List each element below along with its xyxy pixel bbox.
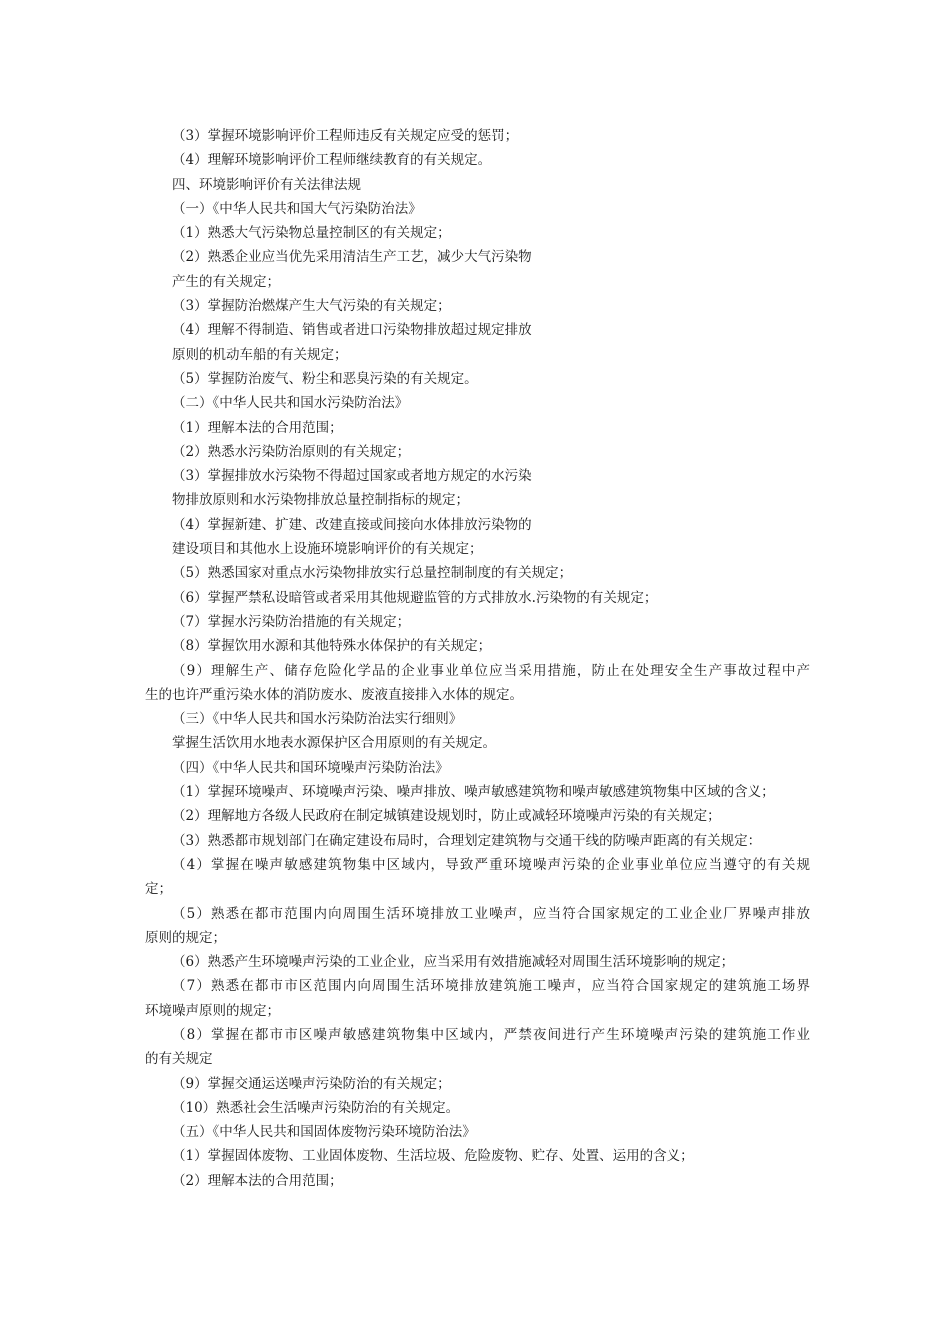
text-line: 物排放原则和水污染物排放总量控制指标的规定； [172,492,469,509]
text-line: （4）掌握新建、扩建、改建直接或间接向水体排放污染物的 [172,516,532,533]
text-line: 环境噪声原则的规定； [145,1002,280,1019]
text-line: （2）熟悉水污染防治原则的有关规定； [172,443,411,460]
text-line: （7）掌握水污染防治措施的有关规定； [172,613,411,630]
text-line: （1）掌握环境噪声、环境噪声污染、噪声排放、噪声敏感建筑物和噪声敏感建筑物集中区域的含义； [172,784,775,801]
text-line: 定； [145,881,172,898]
section-heading: 四、环境影响评价有关法律法规 [172,176,361,193]
law-heading: （五）《中华人民共和国固体废物污染环境防治法》 [172,1124,476,1141]
text-line: （10）熟悉社会生活噪声污染防治的有关规定。 [172,1099,460,1116]
text-line: （9）掌握交通运送噪声污染防治的有关规定； [172,1075,451,1092]
text-line: （5）熟悉国家对重点水污染物排放实行总量控制制度的有关规定； [172,565,573,582]
text-line: （1）理解本法的合用范围； [172,419,343,436]
text-line: （4）掌握在噪声敏感建筑物集中区域内，导致严重环境噪声污染的企业事业单位应当遵守的有关规 [172,856,810,873]
text-line: （6）熟悉产生环境噪声污染的工业企业，应当采用有效措施减轻对周围生活环境影响的规定； [172,954,735,971]
text-line: （9）理解生产、储存危险化学品的企业事业单位应当采用措施，防止在处理安全生产事故过程中产 [172,662,810,679]
text-line: （3）掌握排放水污染物不得超过国家或者地方规定的水污染 [172,468,532,485]
text-line: （7）熟悉在都市市区范围内向周围生活环境排放建筑施工噪声，应当符合国家规定的建筑施工场界 [172,978,810,995]
text-line: （2）理解地方各级人民政府在制定城镇建设规划时，防止或减轻环境噪声污染的有关规定； [172,808,721,825]
text-line: （2）熟悉企业应当优先采用清洁生产工艺，减少大气污染物 [172,249,532,266]
text-line: （5）掌握防治废气、粉尘和恶臭污染的有关规定。 [172,370,478,387]
text-line: （1）熟悉大气污染物总量控制区的有关规定； [172,225,451,242]
text-line: （4）理解不得制造、销售或者进口污染物排放超过规定排放 [172,322,532,339]
law-heading: （三）《中华人民共和国水污染防治法实行细则》 [172,711,463,728]
law-heading: （四）《中华人民共和国环境噪声污染防治法》 [172,759,449,776]
text-line: （3）掌握防治燃煤产生大气污染的有关规定； [172,298,451,315]
text-line: （4）理解环境影响评价工程师继续教育的有关规定。 [172,152,492,169]
document-body [145,124,810,1193]
text-line: 建设项目和其他水上设施环境影响评价的有关规定； [172,541,483,558]
text-line: 的有关规定 [145,1051,213,1068]
text-line: （3）熟悉都市规划部门在确定建设布局时，合理划定建筑物与交通干线的防噪声距离的有关规定： [172,832,762,849]
text-line: 原则的规定； [145,929,226,946]
text-line: （2）理解本法的合用范围； [172,1172,343,1189]
law-heading: （二）《中华人民共和国水污染防治法》 [172,395,409,412]
text-line: 生的也许严重污染水体的消防废水、废液直接排入水体的规定。 [145,686,523,703]
text-line: 产生的有关规定； [172,273,280,290]
text-line: （8）掌握在都市市区噪声敏感建筑物集中区域内，严禁夜间进行产生环境噪声污染的建筑施工作业 [172,1026,810,1043]
text-line: （8）掌握饮用水源和其他特殊水体保护的有关规定； [172,638,492,655]
text-line: 掌握生活饮用水地表水源保护区合用原则的有关规定。 [172,735,496,752]
text-line: 原则的机动车船的有关规定； [172,346,348,363]
law-heading: （一）《中华人民共和国大气污染防治法》 [172,200,422,217]
text-line: （3）掌握环境影响评价工程师违反有关规定应受的惩罚； [172,128,519,144]
text-line: （6）掌握严禁私设暗管或者采用其他规避监管的方式排放水.污染物的有关规定； [172,589,658,606]
text-line: （5）熟悉在都市范围内向周围生活环境排放工业噪声，应当符合国家规定的工业企业厂界噪声排放 [172,905,810,922]
text-line: （1）掌握固体废物、工业固体废物、生活垃圾、危险废物、贮存、处置、运用的含义； [172,1148,694,1165]
